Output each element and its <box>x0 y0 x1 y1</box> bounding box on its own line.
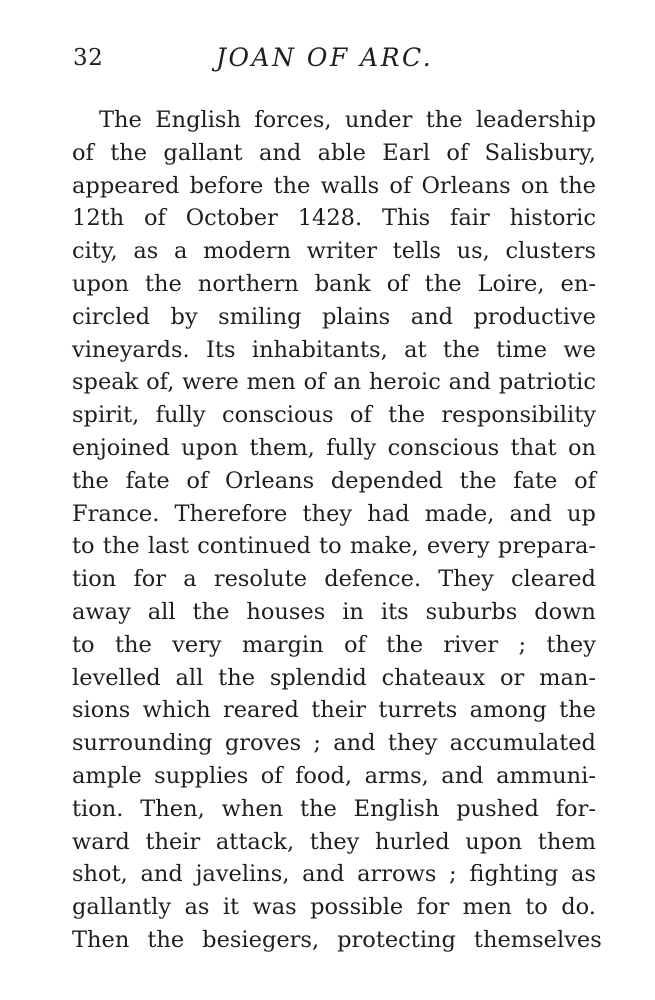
word: defence. <box>324 566 422 593</box>
word: of <box>260 762 283 789</box>
word: last <box>147 533 190 560</box>
text-line <box>72 104 596 137</box>
word: suburbs <box>425 598 518 625</box>
text-line <box>72 826 596 859</box>
word: Then <box>72 926 130 953</box>
word: shot, <box>72 861 128 888</box>
text-line <box>72 465 596 498</box>
word: themselves <box>473 926 602 953</box>
word: of <box>386 270 409 297</box>
text-line <box>72 629 596 662</box>
word: Then, <box>140 795 205 822</box>
word: upon <box>181 434 239 461</box>
word: very <box>172 631 222 658</box>
word: possible <box>310 894 404 921</box>
word: France. <box>72 500 160 527</box>
word: as <box>571 861 596 888</box>
word: margin <box>241 631 324 658</box>
word: ammuni- <box>496 762 596 789</box>
word: we <box>563 336 596 363</box>
word: a <box>174 238 188 265</box>
word: They <box>438 566 494 593</box>
word: at <box>404 336 427 363</box>
word: the <box>424 270 462 297</box>
text-line <box>72 924 602 957</box>
word: arrows <box>357 861 437 888</box>
word: among <box>469 697 547 724</box>
word: the <box>144 270 182 297</box>
word: splendid <box>269 664 367 691</box>
word: in <box>342 598 364 625</box>
word: they <box>309 828 360 855</box>
word: tion <box>72 566 117 593</box>
word: fully <box>155 402 206 429</box>
word: of, <box>146 369 175 396</box>
word: supplies <box>154 762 249 789</box>
word: to <box>525 894 548 921</box>
word: of <box>186 467 209 494</box>
word: food, <box>295 762 353 789</box>
word: the <box>114 631 152 658</box>
word: historic <box>509 205 596 232</box>
word: en- <box>560 270 596 297</box>
word: chateaux <box>381 664 486 691</box>
text-line <box>72 399 596 432</box>
word: before <box>189 172 264 199</box>
word: groves <box>224 730 302 757</box>
text-line <box>72 366 596 399</box>
word: men <box>462 894 512 921</box>
word: writer <box>306 238 377 265</box>
word: fighting <box>469 861 559 888</box>
text-line <box>72 662 596 695</box>
word: the <box>559 172 596 199</box>
word: bank <box>314 270 371 297</box>
word: and <box>140 861 183 888</box>
word: had <box>367 500 410 527</box>
text-line <box>72 137 596 170</box>
word: the <box>559 697 596 724</box>
word: the <box>192 598 230 625</box>
word: river <box>443 631 499 658</box>
word: levelled <box>72 664 161 691</box>
page-number: 32 <box>73 45 104 71</box>
word: productive <box>473 303 596 330</box>
text-line <box>72 202 596 235</box>
word: do. <box>561 894 596 921</box>
text-line <box>72 891 596 924</box>
word: of <box>303 369 326 396</box>
word: the <box>273 172 311 199</box>
word: gallant <box>163 139 243 166</box>
word: enjoined <box>72 434 170 461</box>
word: the <box>442 336 480 363</box>
word: which <box>142 697 211 724</box>
word: arms, <box>364 762 429 789</box>
word: a <box>183 566 197 593</box>
word: of <box>389 172 412 199</box>
word: houses <box>246 598 326 625</box>
word: 12th <box>72 205 125 232</box>
word: hurled <box>374 828 450 855</box>
word: the <box>425 107 463 133</box>
word: the <box>218 664 256 691</box>
word: and <box>448 369 491 396</box>
word: us, <box>456 238 490 265</box>
word: fully <box>326 434 377 461</box>
word: and <box>258 139 302 166</box>
word: city, <box>72 238 118 265</box>
word: appeared <box>72 172 180 199</box>
word: resolute <box>213 566 308 593</box>
word: reared <box>222 697 299 724</box>
word: walls <box>320 172 380 199</box>
word: ward <box>72 828 130 855</box>
word: cleared <box>510 566 596 593</box>
word: northern <box>197 270 299 297</box>
word: of <box>144 205 166 232</box>
word: conscious <box>387 434 500 461</box>
word: upon <box>465 828 523 855</box>
word: made, <box>424 500 495 527</box>
word: fate <box>125 467 170 494</box>
text-line <box>72 530 596 563</box>
word: by <box>170 303 198 330</box>
word: 1428. <box>297 205 363 232</box>
word: the <box>102 533 140 560</box>
word: and <box>509 500 552 527</box>
word: them, <box>249 434 315 461</box>
word: under <box>344 107 413 133</box>
word: and <box>441 762 484 789</box>
word: This <box>381 205 431 232</box>
word: make, <box>349 533 419 560</box>
word: forces, <box>254 107 332 133</box>
word: modern <box>203 238 291 265</box>
word: as <box>184 894 210 921</box>
word: every <box>426 533 490 560</box>
word: the <box>72 467 109 494</box>
word: the <box>386 631 424 658</box>
word: conscious <box>221 402 334 429</box>
text-line <box>72 563 596 596</box>
word: it <box>222 894 240 921</box>
word: time <box>496 336 548 363</box>
word: on <box>520 172 549 199</box>
word: was <box>252 894 297 921</box>
word: Earl <box>382 139 431 166</box>
text-line <box>72 268 596 301</box>
word: ample <box>72 762 142 789</box>
word: to <box>72 533 95 560</box>
word: javelins, <box>195 861 290 888</box>
word: and <box>333 730 376 757</box>
word: sions <box>72 697 131 724</box>
word: smiling <box>218 303 302 330</box>
body-paragraph <box>72 104 602 957</box>
word: besiegers, <box>202 926 320 953</box>
word: ; <box>518 631 527 658</box>
word: fair <box>450 205 490 232</box>
word: leadership <box>475 107 596 133</box>
word: were <box>182 369 239 396</box>
word: attack, <box>215 828 295 855</box>
word: English <box>155 107 241 133</box>
text-line <box>72 432 596 465</box>
word: as <box>133 238 159 265</box>
word: ; <box>313 730 321 757</box>
word: they <box>546 631 596 658</box>
word: to <box>319 533 342 560</box>
word: they <box>387 730 438 757</box>
word: Orleans <box>421 172 511 199</box>
word: when <box>221 795 284 822</box>
text-line <box>72 596 596 629</box>
text-line <box>72 694 596 727</box>
word: men <box>246 369 296 396</box>
text-line <box>72 727 596 760</box>
word: patriotic <box>498 369 596 396</box>
word: Salisbury, <box>484 139 596 166</box>
word: October <box>185 205 278 232</box>
word: heroic <box>368 369 441 396</box>
word: tion. <box>72 795 124 822</box>
word: surrounding <box>72 730 213 757</box>
word: continued <box>197 533 311 560</box>
text-line <box>72 301 596 334</box>
word: of <box>343 631 366 658</box>
word: the <box>110 139 148 166</box>
word: clusters <box>505 238 596 265</box>
word: for <box>416 894 450 921</box>
word: and <box>410 303 454 330</box>
word: upon <box>72 270 129 297</box>
word: of <box>72 139 94 166</box>
word: Therefore <box>174 500 288 527</box>
word: an <box>333 369 362 396</box>
word: speak <box>72 369 139 396</box>
word: pushed <box>456 795 539 822</box>
word: vineyards. <box>72 336 190 363</box>
word: of <box>446 139 469 166</box>
word: tells <box>392 238 441 265</box>
word: man- <box>539 664 596 691</box>
word: to <box>72 631 95 658</box>
text-line <box>72 858 596 891</box>
word: depended <box>330 467 443 494</box>
word: The <box>99 107 142 133</box>
word: English <box>353 795 440 822</box>
word: the <box>299 795 337 822</box>
text-line <box>72 170 596 203</box>
word: the <box>388 402 426 429</box>
word: up <box>567 500 596 527</box>
word: the <box>147 926 185 953</box>
text-line <box>72 235 596 268</box>
text-line <box>72 498 596 531</box>
word: of <box>349 402 372 429</box>
word: or <box>499 664 525 691</box>
word: plains <box>321 303 391 330</box>
word: of <box>574 467 596 494</box>
word: for <box>133 566 167 593</box>
word: spirit, <box>72 402 140 429</box>
word: all <box>147 598 176 625</box>
word: responsibility <box>441 402 596 429</box>
word: circled <box>72 303 151 330</box>
text-line <box>72 760 596 793</box>
text-line <box>72 793 596 826</box>
word: their <box>145 828 201 855</box>
word: and <box>302 861 345 888</box>
text-line <box>72 334 596 367</box>
word: for- <box>555 795 596 822</box>
word: able <box>317 139 366 166</box>
word: accumulated <box>449 730 596 757</box>
word: its <box>380 598 409 625</box>
word: turrets <box>378 697 458 724</box>
word: ; <box>449 861 457 888</box>
word: all <box>175 664 204 691</box>
word: fate <box>513 467 558 494</box>
word: prepara- <box>497 533 596 560</box>
word: Its <box>206 336 236 363</box>
word: down <box>534 598 596 625</box>
word: gallantly <box>72 894 172 921</box>
word: they <box>302 500 353 527</box>
word: inhabitants, <box>251 336 388 363</box>
word: Orleans <box>225 467 315 494</box>
word: their <box>311 697 367 724</box>
word: the <box>459 467 497 494</box>
word: away <box>72 598 131 625</box>
word: protecting <box>337 926 456 953</box>
word: that <box>510 434 557 461</box>
word: them <box>537 828 596 855</box>
word: on <box>567 434 596 461</box>
word: Loire, <box>477 270 545 297</box>
running-head-title: JOAN OF ARC. <box>216 43 434 72</box>
